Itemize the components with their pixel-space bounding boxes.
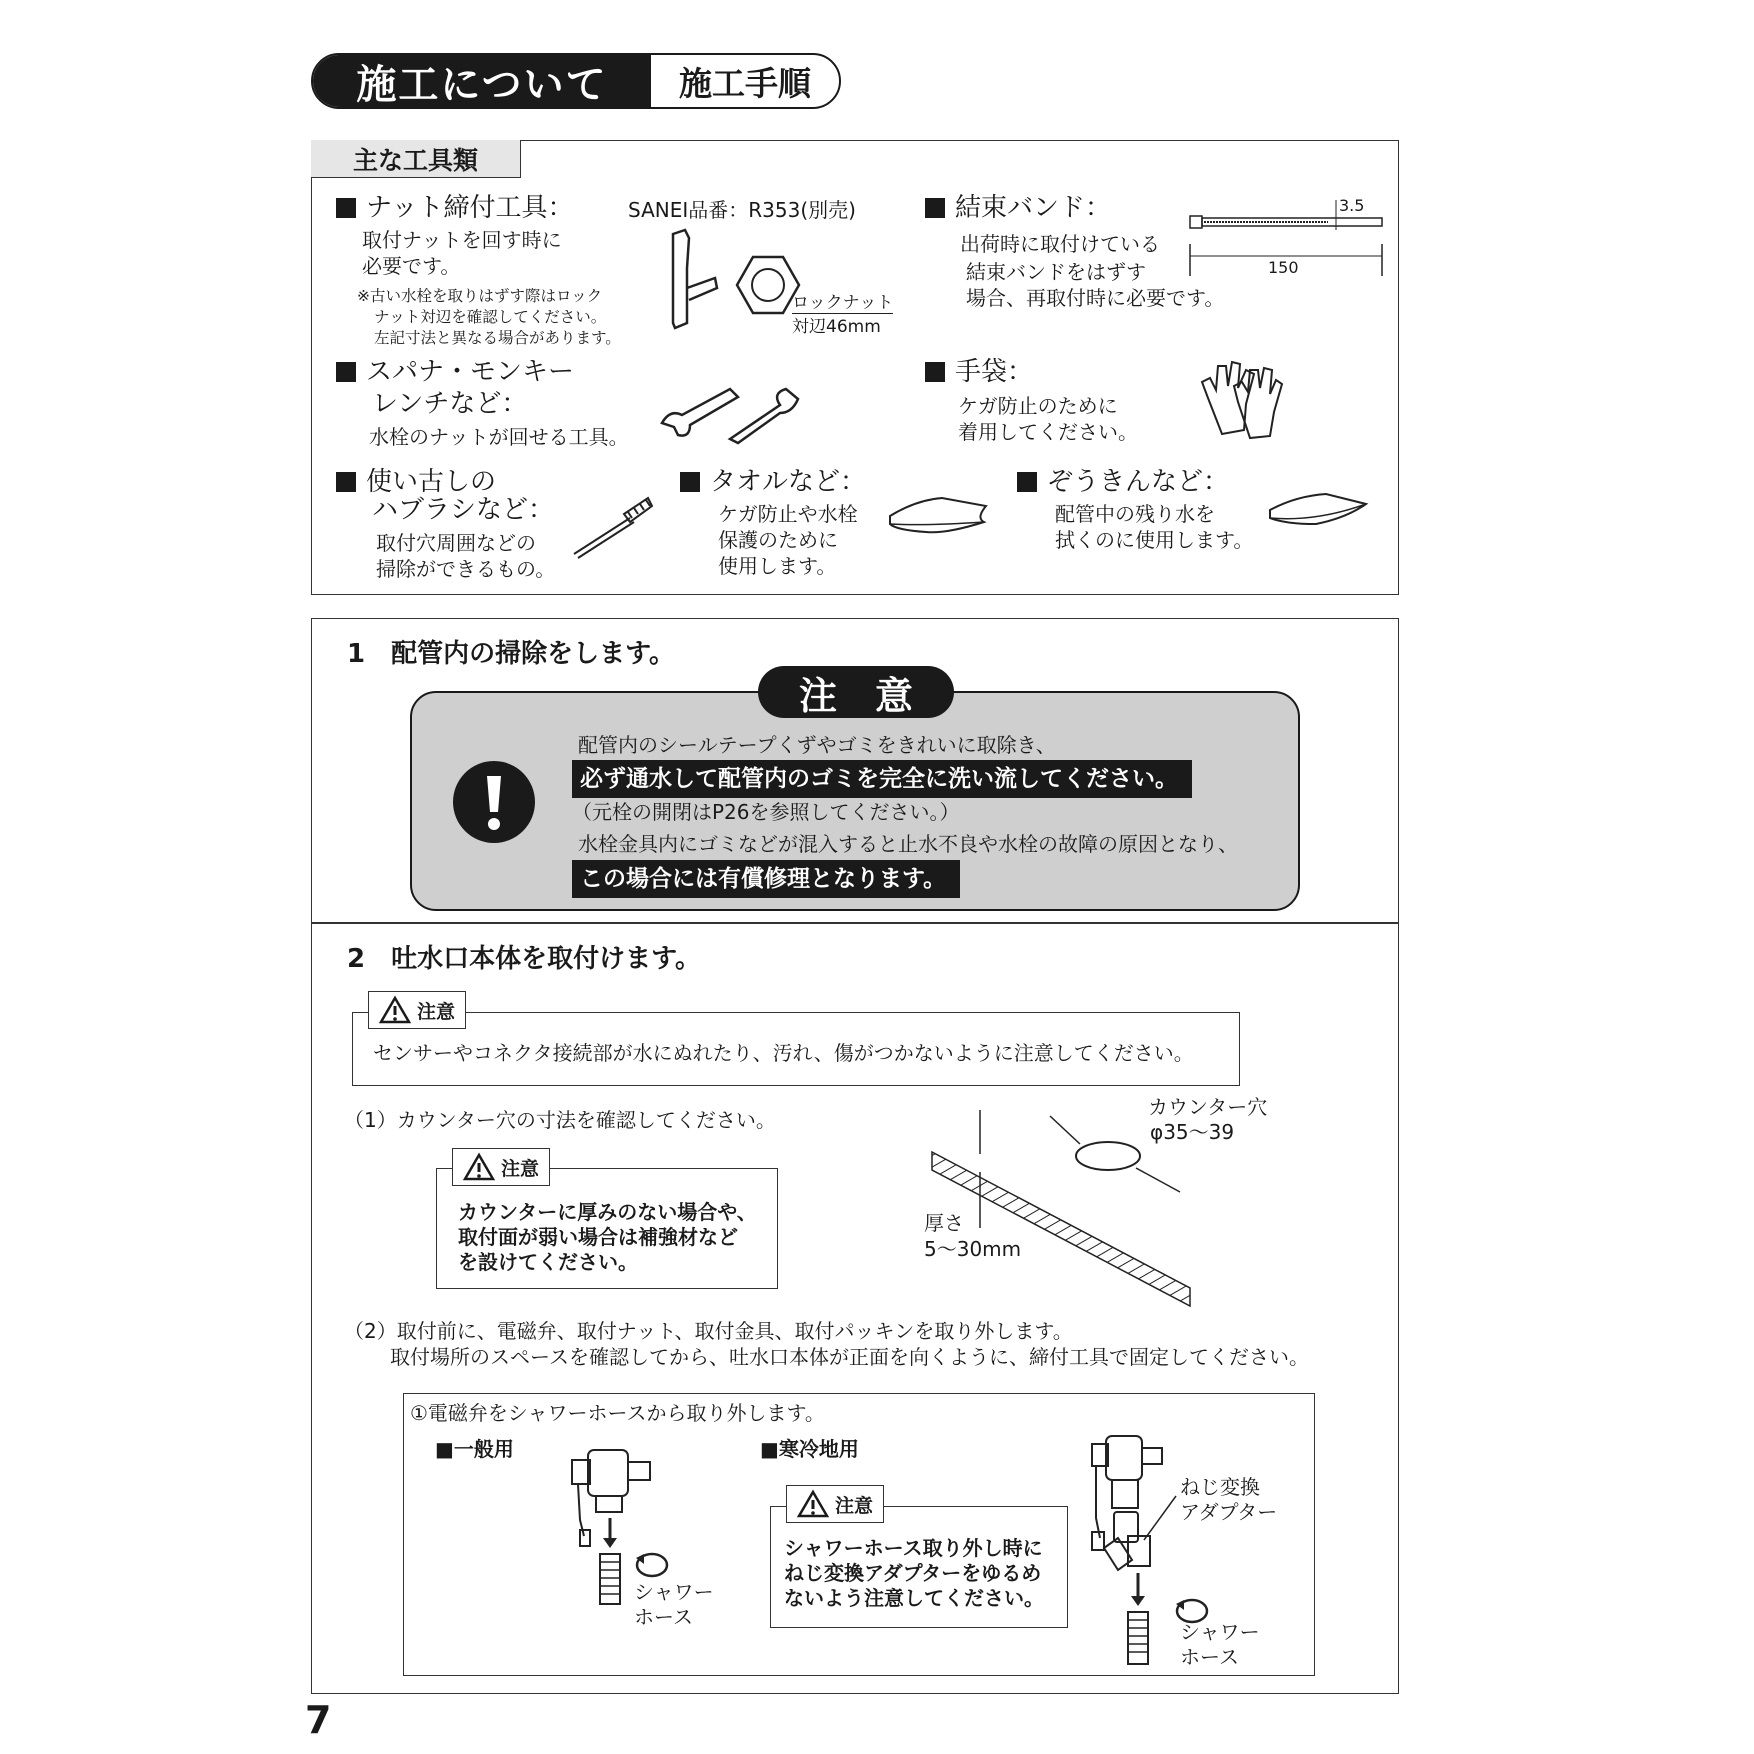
header-subtitle: 施工手順 bbox=[679, 63, 811, 103]
towel-desc-2: 保護のために bbox=[718, 528, 838, 552]
spanner-desc: 水栓のナットが回せる工具。 bbox=[369, 425, 629, 449]
step1-line1: 配管内のシールテープくずやゴミをきれいに取除き、 bbox=[578, 733, 1056, 757]
sub2-line2: 取付場所のスペースを確認してから、吐水口本体が正面を向くように、締付工具で固定してください。 bbox=[390, 1345, 1309, 1369]
step2-title: 2 吐水口本体を取付けます。 bbox=[347, 944, 702, 974]
step2-caution-text: センサーやコネクタ接続部が水にぬれたり、汚れ、傷がつかないように注意してください。 bbox=[373, 1041, 1194, 1065]
locknut-size: 対辺46mm bbox=[792, 317, 881, 337]
adapter-label-1: ねじ変換 bbox=[1180, 1475, 1260, 1499]
hole-size: φ35～39 bbox=[1150, 1120, 1235, 1144]
hose-label-general-1: シャワー bbox=[634, 1580, 714, 1604]
nut-tool-note-1: ※古い水栓を取りはずす際はロック bbox=[357, 287, 603, 305]
page-number: 7 bbox=[305, 1698, 332, 1742]
cloth-icon bbox=[1266, 492, 1370, 528]
cloth-desc-1: 配管中の残り水を bbox=[1055, 502, 1215, 526]
towel-desc-1: ケガ防止や水栓 bbox=[718, 502, 858, 526]
cable-tie-desc-2: 結束バンドをはずす bbox=[966, 260, 1146, 284]
nut-tool-icon bbox=[665, 228, 725, 338]
exclamation-icon bbox=[452, 760, 536, 844]
cloth-desc-2: 拭くのに使用します。 bbox=[1055, 528, 1254, 552]
towel-desc-3: 使用します。 bbox=[718, 554, 837, 578]
step1-line4: 水栓金具内にゴミなどが混入すると止水不良や水栓の故障の原因となり、 bbox=[578, 832, 1238, 856]
nut-tool-product: SANEI品番：R353(別売) bbox=[628, 198, 856, 222]
towel-icon bbox=[886, 496, 990, 534]
step2-caution-word: 注意 bbox=[417, 1000, 456, 1023]
nut-tool-desc-1: 取付ナットを回す時に bbox=[362, 228, 562, 252]
valve-general-label: ■一般用 bbox=[435, 1437, 514, 1461]
hole-label: カウンター穴 bbox=[1148, 1095, 1268, 1119]
cold-caution-line3: ないよう注意してください。 bbox=[784, 1586, 1044, 1610]
sub1-caution-word: 注意 bbox=[501, 1157, 540, 1180]
pointer-line bbox=[1140, 1494, 1180, 1544]
sub2-line1: （2）取付前に、電磁弁、取付ナット、取付金具、取付パッキンを取り外します。 bbox=[344, 1319, 1073, 1343]
gloves-icon bbox=[1198, 358, 1282, 440]
cable-tie-desc-3: 場合、再取付時に必要です。 bbox=[966, 286, 1225, 310]
hose-label-cold-2: ホース bbox=[1180, 1645, 1239, 1669]
cable-tie-desc-1: 出荷時に取付けている bbox=[960, 232, 1160, 256]
cold-caution-line1: シャワーホース取り外し時に bbox=[784, 1536, 1043, 1560]
sub1-caution-line1: カウンターに厚みのない場合や、 bbox=[458, 1200, 757, 1224]
cold-caution-line2: ねじ変換アダプターをゆるめ bbox=[784, 1561, 1042, 1585]
warning-icon bbox=[797, 1490, 829, 1518]
step1-title: 1 配管内の掃除をします。 bbox=[347, 639, 676, 669]
spanner-title-1: スパナ・モンキー bbox=[336, 356, 574, 388]
toothbrush-title-1: 使い古しの bbox=[336, 466, 496, 498]
sub1-caution-label bbox=[452, 1148, 550, 1186]
solenoid-valve-cold-icon bbox=[1088, 1428, 1168, 1668]
cloth-title: ぞうきんなど： bbox=[1017, 466, 1229, 498]
toothbrush-desc-1: 取付穴周囲などの bbox=[376, 531, 536, 555]
towel-title: タオルなど： bbox=[680, 466, 866, 498]
warning-icon bbox=[463, 1153, 495, 1181]
step1-line5 bbox=[572, 860, 960, 898]
adapter-label-2: アダプター bbox=[1180, 1500, 1278, 1524]
header-banner bbox=[311, 53, 841, 109]
cable-tie-width: 3.5 bbox=[1339, 196, 1365, 215]
valve-box-title: ①電磁弁をシャワーホースから取り外します。 bbox=[410, 1401, 825, 1425]
rotate-arrow-icon bbox=[634, 1550, 670, 1580]
gloves-desc-2: 着用してください。 bbox=[958, 420, 1138, 444]
sub1-caution-line2: 取付面が弱い場合は補強材など bbox=[458, 1225, 738, 1249]
step1-line3: （元栓の開閉はP26を参照してください。） bbox=[572, 800, 960, 824]
steps-divider bbox=[311, 922, 1399, 924]
gloves-desc-1: ケガ防止のために bbox=[958, 394, 1118, 418]
locknut-label: ロックナット bbox=[792, 288, 893, 314]
cold-caution-word: 注意 bbox=[835, 1494, 874, 1517]
gloves-title: 手袋： bbox=[925, 356, 1033, 388]
hose-label-general-2: ホース bbox=[634, 1605, 693, 1629]
spanner-icon bbox=[660, 383, 805, 443]
header-title: 施工について bbox=[313, 55, 651, 107]
cold-caution-label bbox=[786, 1485, 884, 1523]
step2-caution-label bbox=[368, 991, 466, 1029]
step1-line2-text: 必ず通水して配管内のゴミを完全に洗い流してください。 bbox=[572, 760, 1192, 798]
cable-tie-title: 結束バンド： bbox=[925, 192, 1111, 224]
toothbrush-desc-2: 掃除ができるもの。 bbox=[376, 557, 556, 581]
thickness-size: 5～30mm bbox=[924, 1237, 1022, 1261]
step1-line5-text: この場合には有償修理となります。 bbox=[572, 860, 960, 898]
hose-label-cold-1: シャワー bbox=[1180, 1620, 1260, 1644]
valve-cold-label: ■寒冷地用 bbox=[760, 1437, 859, 1461]
step1-line2 bbox=[572, 760, 1192, 798]
sub1-text: （1）カウンター穴の寸法を確認してください。 bbox=[344, 1108, 776, 1132]
tools-heading: 主な工具類 bbox=[311, 140, 521, 178]
toothbrush-title-2: ハブラシなど： bbox=[372, 495, 555, 525]
step1-caution-label: 注 意 bbox=[758, 666, 954, 718]
nut-tool-note-2: ナット対辺を確認してください。 bbox=[374, 308, 607, 326]
toothbrush-icon bbox=[572, 496, 654, 560]
thickness-label: 厚さ bbox=[924, 1211, 964, 1235]
nut-tool-desc-2: 必要です。 bbox=[362, 254, 461, 278]
warning-icon bbox=[379, 996, 411, 1024]
nut-tool-title: ナット締付工具： bbox=[336, 192, 573, 224]
sub1-caution-line3: を設けてください。 bbox=[458, 1250, 638, 1274]
nut-tool-note-3: 左記寸法と異なる場合があります。 bbox=[374, 329, 621, 347]
spanner-title-2: レンチなど： bbox=[372, 389, 528, 419]
cable-tie-length: 150 bbox=[1264, 258, 1303, 277]
